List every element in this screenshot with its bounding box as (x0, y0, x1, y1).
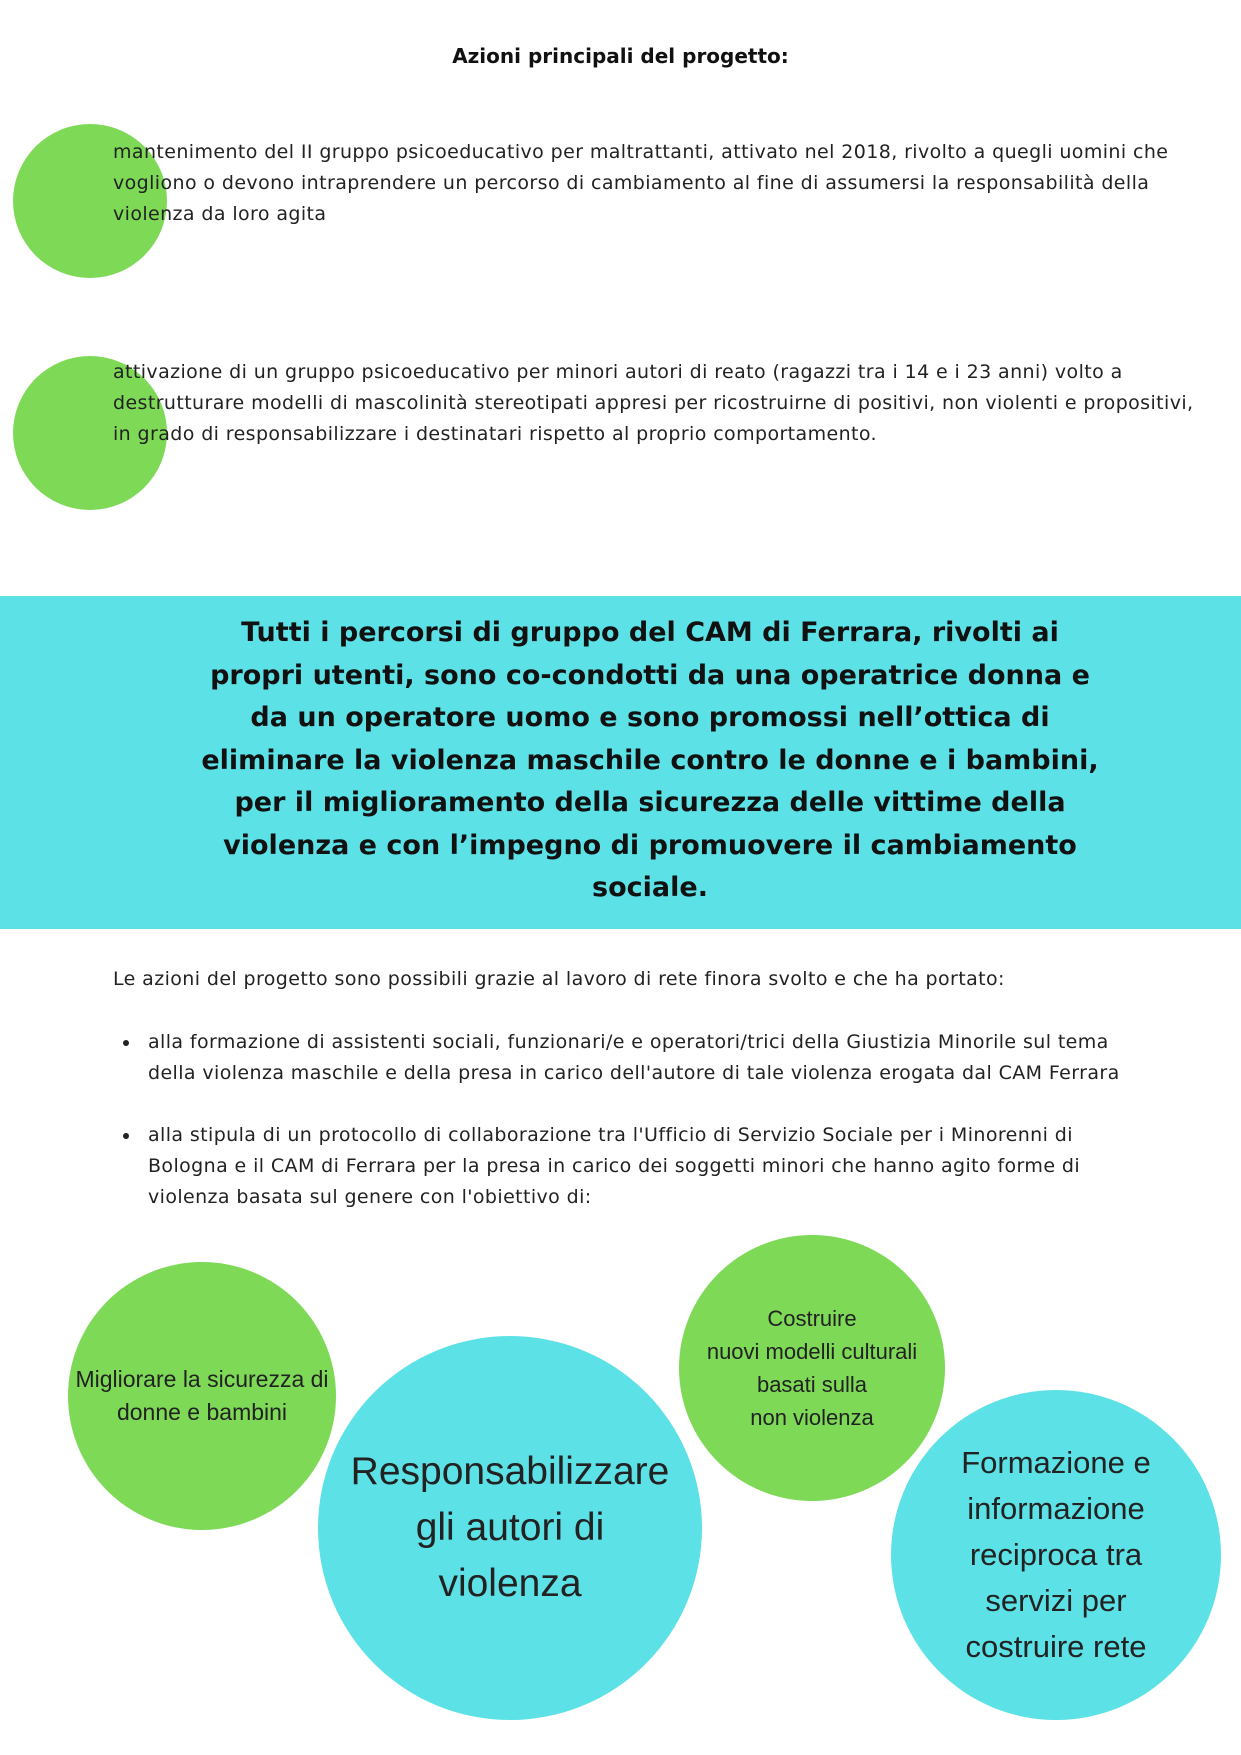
objective-safety-circle: Migliorare la sicurezza di donne e bambini (68, 1262, 336, 1530)
page-title: Azioni principali del progetto: (452, 44, 789, 68)
objective-responsibility-circle: Responsabilizzare gli autori di violenza (318, 1336, 702, 1720)
objective-network-circle: Formazione e informazione reciproca tra servizi per costruire rete (891, 1390, 1221, 1720)
network-bullet-2: alla stipula di un protocollo di collaborazione tra l'Ufficio di Servizio Sociale per i Minorenni di Bologna e il CAM di Ferrara per la presa in carico dei soggetti minori che hanno agito forme di violenza basata sul genere con l'obiettivo di: (148, 1120, 1158, 1213)
banner-text: Tutti i percorsi di gruppo del CAM di Ferrara, rivolti ai propri utenti, sono co-condotti da una operatrice donna e da un operatore uomo e sono promossi nell’ottica di eliminare la violenza maschile contro le donne e i bambini, per il miglioramento della sicurezza delle vittime della violenza e con l’impegno di promuovere il cambiamento sociale. (201, 617, 1099, 903)
network-bullet-list (148, 1027, 1158, 1244)
network-bullet-1: alla formazione di assistenti sociali, funzionari/e e operatori/trici della Giustizia Minorile sul tema della violenza maschile e della presa in carico dell'autore di tale violenza erogata dal CAM Ferrara (148, 1027, 1158, 1089)
objective-culture-circle: Costruire nuovi modelli culturali basati sulla non violenza (679, 1235, 945, 1501)
network-intro: Le azioni del progetto sono possibili grazie al lavoro di rete finora svolto e che ha portato: (113, 968, 1005, 990)
action-1-text: mantenimento del II gruppo psicoeducativo per maltrattanti, attivato nel 2018, rivolto a quegli uomini che vogliono o devono intraprendere un percorso di cambiamento al fine di assumersi la responsabilità della violenza da loro agita (113, 141, 1169, 225)
action-2-text: attivazione di un gruppo psicoeducativo per minori autori di reato (ragazzi tra i 14 e i 23 anni) volto a destrutturare modelli di mascolinità stereotipati appresi per ricostruirne di positivi, non violenti e propositivi, in grado di responsabilizzare i destinatari rispetto al proprio comportamento. (113, 361, 1194, 445)
